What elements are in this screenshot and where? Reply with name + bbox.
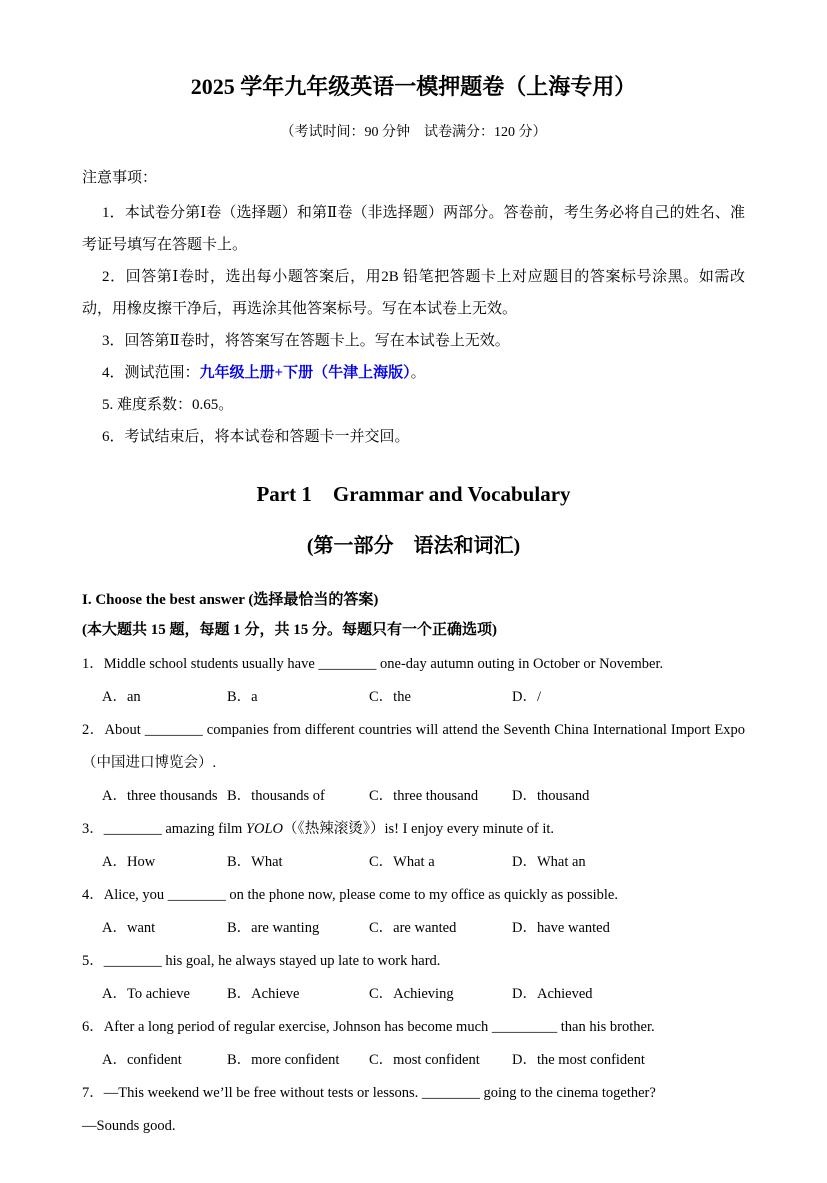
notice-heading: 注意事项： [82, 170, 158, 186]
question-5 [82, 945, 745, 1011]
notice-item-3: 3．回答第Ⅱ卷时，将答案写在答题卡上。写在本试卷上无效。 [102, 333, 510, 349]
question-4-option-c: C．are wanted [369, 920, 457, 936]
notice-4-suffix: 。 [410, 365, 426, 381]
question-3-film-title: YOLO [245, 821, 283, 837]
question-1-option-b: B．a [227, 689, 258, 705]
question-4-options [82, 912, 745, 945]
question-5-option-d: D．Achieved [512, 986, 593, 1002]
notice-item-5: 5. 难度系数：0.65。 [102, 397, 234, 413]
question-6-stem: 6．After a long period of regular exercise, Johnson has become much _________ than his brother. [82, 1019, 655, 1035]
part1-heading-chinese: (第一部分 语法和词汇) [306, 535, 521, 557]
question-2-option-b: B．thousands of [227, 788, 325, 804]
question-4-option-d: D．have wanted [512, 920, 610, 936]
notice-item-4 [82, 357, 745, 389]
question-3-stem-post: （《热辣滚烫》）is! I enjoy every minute of it. [282, 821, 555, 837]
question-3-option-b: B．What [227, 854, 283, 870]
question-6 [82, 1011, 745, 1077]
question-2 [82, 714, 745, 813]
question-2-option-a: A．three thousands [102, 788, 218, 804]
question-2-option-c: C．three thousand [369, 788, 479, 804]
question-6-option-b: B．more confident [227, 1052, 340, 1068]
question-6-option-a: A．confident [102, 1052, 182, 1068]
question-3-stem [82, 813, 745, 846]
question-5-option-c: C．Achieving [369, 986, 454, 1002]
exam-time-score-line: （考试时间：90 分钟 试卷满分：120 分） [280, 125, 547, 140]
question-2-stem: 2．About ________ companies from different countries will attend the Seventh China International Import Expo （中国进口博览会）. [82, 722, 745, 771]
question-5-options [82, 978, 745, 1011]
question-5-stem: 5．________ his goal, he always stayed up late to work hard. [82, 953, 441, 969]
notice-item-2: 2．回答第Ⅰ卷时，选出每小题答案后，用2B 铅笔把答题卡上对应题目的答案标号涂黑。如需改动，用橡皮擦干净后，再选涂其他答案标号。写在本试卷上无效。 [82, 269, 745, 317]
question-7-stem: 7．—This weekend we’ll be free without tests or lessons. ________ going to the cinema together? [82, 1085, 656, 1101]
question-5-option-b: B．Achieve [227, 986, 300, 1002]
page-title: 2025 学年九年级英语一模押题卷（上海专用） [190, 74, 637, 99]
question-3-stem-pre: 3．________ amazing film [82, 821, 246, 837]
question-1-option-d: D．/ [512, 689, 541, 705]
question-4-option-b: B．are wanting [227, 920, 320, 936]
question-3-option-c: C．What a [369, 854, 435, 870]
section-1-instructions: (本大题共 15 题，每题 1 分，共 15 分。每题只有一个正确选项) [82, 622, 497, 638]
question-2-option-d: D．thousand [512, 788, 590, 804]
notice-4-prefix: 4．测试范围： [102, 365, 200, 381]
question-3-option-d: D．What an [512, 854, 586, 870]
questions-area [82, 648, 745, 1143]
notice-item-6: 6．考试结束后，将本试卷和答题卡一并交回。 [102, 429, 410, 445]
notice-item-1: 1．本试卷分第Ⅰ卷（选择题）和第Ⅱ卷（非选择题）两部分。答卷前，考生务必将自己的姓名、准考证号填写在答题卡上。 [82, 205, 745, 253]
notice-4-test-scope: 九年级上册+下册（牛津上海版） [199, 365, 411, 381]
question-1-stem: 1．Middle school students usually have ________ one-day autumn outing in October or November. [82, 656, 664, 672]
part1-heading-english: Part 1 Grammar and Vocabulary [256, 482, 571, 506]
question-3-option-a: A．How [102, 854, 156, 870]
question-1-option-a: A．an [102, 689, 141, 705]
question-1-options [82, 681, 745, 714]
question-4-option-a: A．want [102, 920, 156, 936]
question-5-option-a: A．To achieve [102, 986, 190, 1002]
question-7-reply-line: —Sounds good. [82, 1118, 176, 1134]
question-7 [82, 1077, 745, 1143]
question-2-options [82, 780, 745, 813]
question-4 [82, 879, 745, 945]
question-1 [82, 648, 745, 714]
question-3-options [82, 846, 745, 879]
question-6-options [82, 1044, 745, 1077]
section-1-title: I. Choose the best answer (选择最恰当的答案) [82, 592, 379, 608]
question-1-option-c: C．the [369, 689, 411, 705]
question-3 [82, 813, 745, 879]
question-6-option-c: C．most confident [369, 1052, 480, 1068]
question-4-stem: 4．Alice, you ________ on the phone now, please come to my office as quickly as possible. [82, 887, 618, 903]
question-6-option-d: D．the most confident [512, 1052, 645, 1068]
